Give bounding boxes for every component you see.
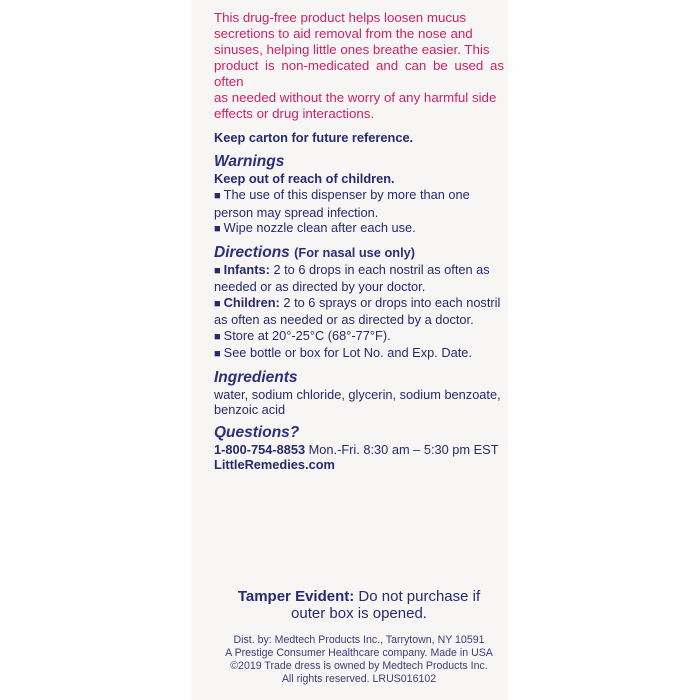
phone-number: 1-800-754-8853 xyxy=(214,441,306,457)
bullet-icon: ■ xyxy=(214,330,221,343)
intro-line: as needed without the worry of any harmful side xyxy=(214,90,497,105)
intro-line: product is non-medicated and can be used as often xyxy=(214,58,504,89)
bullet-icon: ■ xyxy=(214,190,221,202)
directions-heading: Directions (For nasal use only) xyxy=(214,243,416,261)
bottom-block xyxy=(214,588,504,686)
warnings-section xyxy=(214,153,504,238)
distribution-line: A Prestige Consumer Healthcare company. Made in USA xyxy=(225,647,493,659)
directions-note: (For nasal use only) xyxy=(294,244,416,260)
warning-item: ■ Wipe nozzle clean after each use. xyxy=(214,220,416,235)
label-content xyxy=(214,10,504,479)
bullet-icon: ■ xyxy=(214,264,221,277)
directions-infants: ■ Infants: 2 to 6 drops in each nostril as often as needed or as directed by your doctor. xyxy=(214,261,490,294)
directions-section xyxy=(214,244,504,363)
intro-line: sinuses, helping little ones breathe easier. This xyxy=(214,42,490,57)
directions-storage: ■ Store at 20°-25°C (68°-77°F). xyxy=(214,327,391,343)
intro-line: secretions to aid removal from the nose and xyxy=(214,26,473,41)
questions-heading: Questions? xyxy=(214,423,300,441)
distribution-line: All rights reserved. LRUS016102 xyxy=(281,673,437,685)
phone-hours: Mon.-Fri. 8:30 am – 5:30 pm EST xyxy=(308,441,499,457)
warnings-subhead: Keep out of reach of children. xyxy=(214,171,395,186)
directions-lot: ■ See bottle or box for Lot No. and Exp. Date. xyxy=(214,345,472,360)
bullet-icon: ■ xyxy=(214,223,221,235)
ingredients-heading: Ingredients xyxy=(214,368,298,386)
warnings-heading: Warnings xyxy=(214,153,285,170)
ingredients-list: water, sodium chloride, glycerin, sodium benzoate, benzoic acid xyxy=(214,386,501,417)
distribution-info xyxy=(214,634,504,686)
bullet-icon: ■ xyxy=(214,297,221,310)
tamper-evident-note: Tamper Evident: Do not purchase if outer box is opened. xyxy=(237,588,481,622)
website-link: LittleRemedies.com xyxy=(214,457,335,472)
questions-section xyxy=(214,424,504,473)
intro-line: effects or drug interactions. xyxy=(214,106,375,121)
bullet-icon: ■ xyxy=(214,348,221,360)
questions-phone-line xyxy=(214,442,504,458)
intro-paragraph xyxy=(214,10,504,122)
intro-line: This drug-free product helps loosen mucus xyxy=(214,10,467,25)
distribution-line: Dist. by: Medtech Products Inc., Tarrytown, NY 10591 xyxy=(233,634,485,646)
distribution-line: ©2019 Trade dress is owned by Medtech Products Inc. xyxy=(230,660,488,672)
directions-children: ■ Children: 2 to 6 sprays or drops into each nostril as often as needed or as directed by a doctor. xyxy=(214,294,501,327)
keep-carton-note: Keep carton for future reference. xyxy=(214,130,414,145)
ingredients-section xyxy=(214,369,504,418)
warning-item: ■ The use of this dispenser by more than one person may spread infection. xyxy=(214,187,470,220)
